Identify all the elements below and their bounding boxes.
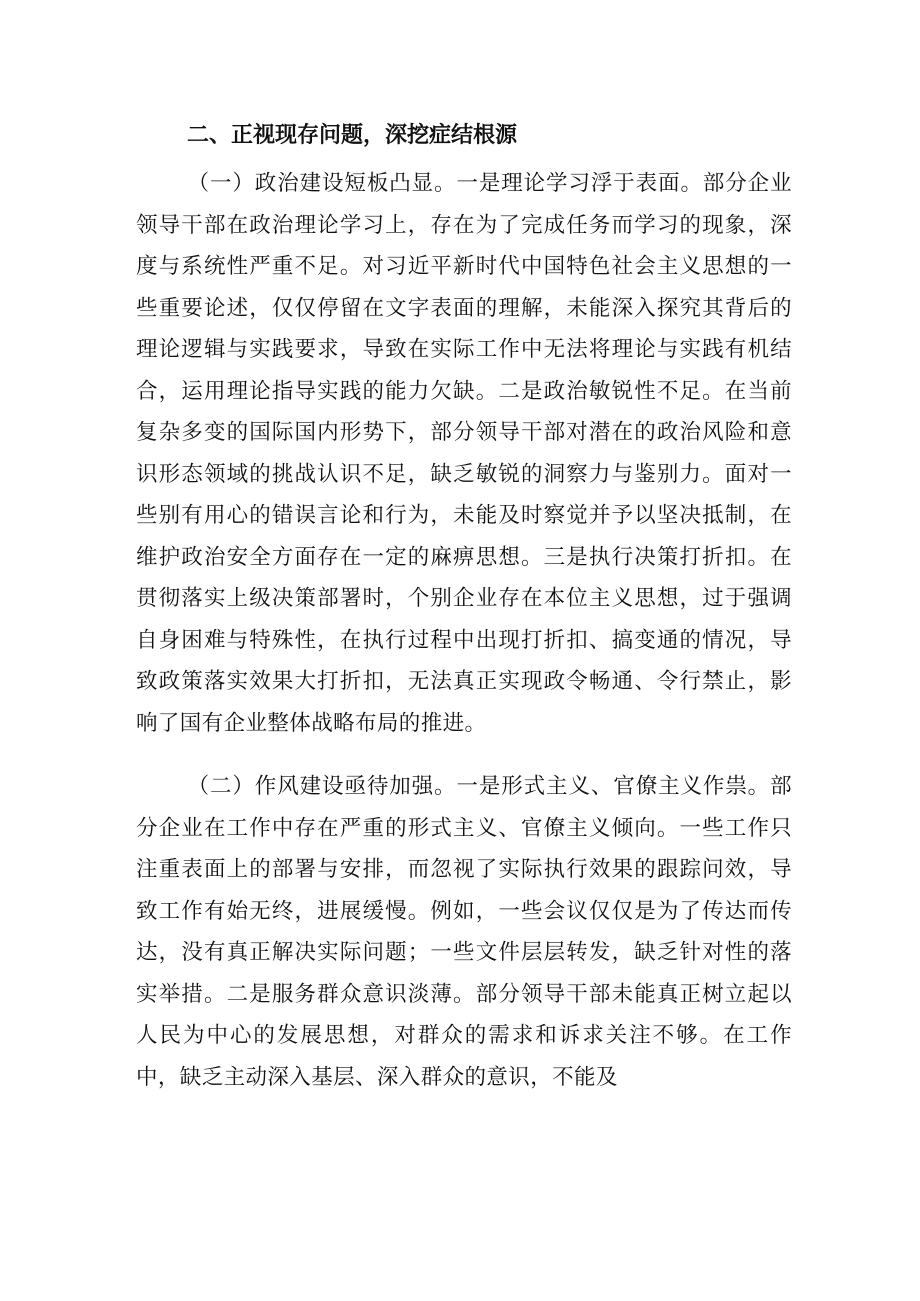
section-heading: 二、正视现存问题，深挖症结根源 <box>187 123 518 148</box>
paragraph-political-construction: （一）政治建设短板凸显。一是理论学习浮于表面。部分企业领导干部在政治理论学习上，存在为了完成任务而学习的现象，深度与系统性严重不足。对习近平新时代中国特色社会主义思想的一些重要论述，仅仅停留在文字表面的理解，未能深入探究其背后的理论逻辑与实践要求，导致在实际工作中无法将理论与实践有机结合，运用理论指导实践的能力欠缺。二是政治敏锐性不足。在当前复杂多变的国际国内形势下，部分领导干部对潜在的政治风险和意识形态领域的挑战认识不足，缺乏敏锐的洞察力与鉴别力。面对一些别有用心的错误言论和行为，未能及时察觉并予以坚决抵制，在维护政治安全方面存在一定的麻痹思想。三是执行决策打折扣。在贯彻落实上级决策部署时，个别企业存在本位主义思想，过于强调自身困难与特殊性，在执行过程中出现打折扣、搞变通的情况，导致政策落实效果大打折扣，无法真正实现政令畅通、令行禁止，影响了国有企业整体战略布局的推进。 <box>136 171 792 736</box>
paragraph-work-style: （二）作风建设亟待加强。一是形式主义、官僚主义作祟。部分企业在工作中存在严重的形式主义、官僚主义倾向。一些工作只注重表面上的部署与安排，而忽视了实际执行效果的跟踪问效，导致工作有始无终，进展缓慢。例如，一些会议仅仅是为了传达而传达，没有真正解决实际问题；一些文件层层转发，缺乏针对性的落实举措。二是服务群众意识淡薄。部分领导干部未能真正树立起以人民为中心的发展思想，对群众的需求和诉求关注不够。在工作中，缺乏主动深入基层、深入群众的意识，不能及 <box>136 774 792 1090</box>
